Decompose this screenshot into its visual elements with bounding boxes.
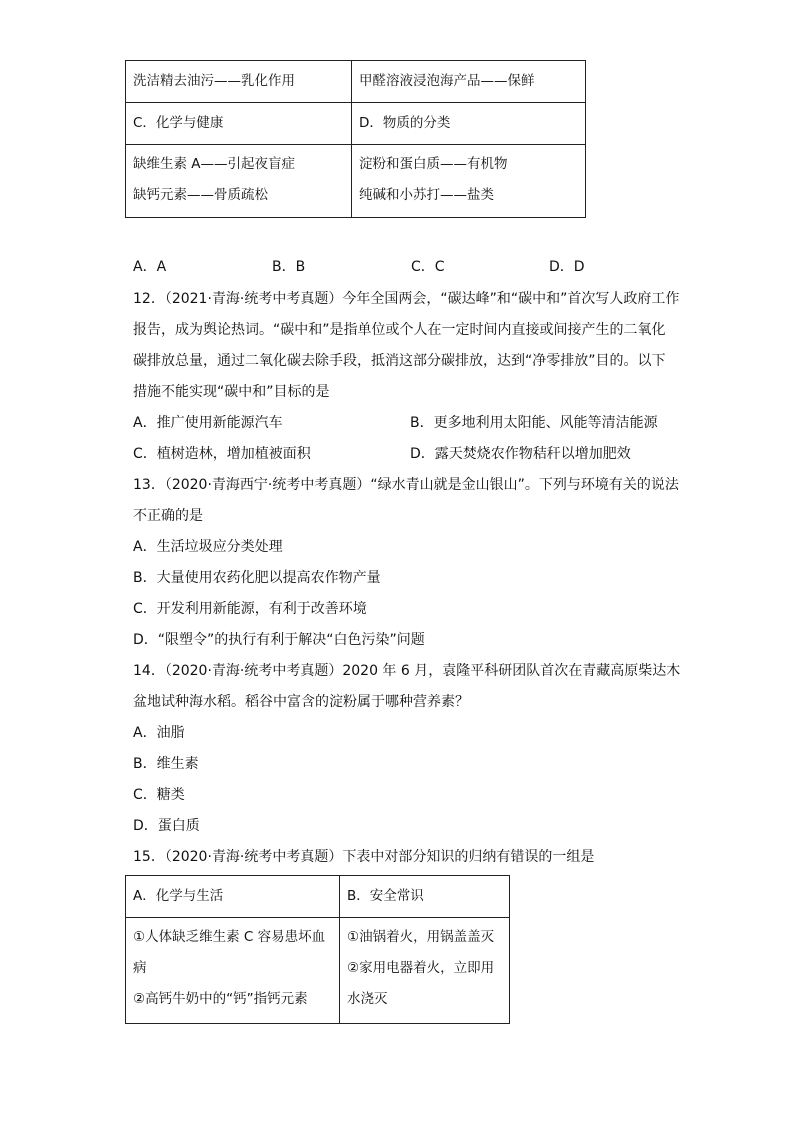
knowledge-table-top: [125, 60, 586, 218]
q13-option-b[interactable]: B．大量使用农药化肥以提高农作物产量: [133, 570, 381, 586]
q14-stem-line: 14．（2020·青海·统考中考真题）2020 年 6 月，袁隆平科研团队首次在青藏高原柴达木: [133, 663, 681, 679]
table-header-cell: B．安全常识: [340, 876, 510, 918]
q13-option-c[interactable]: C．开发利用新能源，有利于改善环境: [133, 601, 367, 617]
q14-option-c[interactable]: C．糖类: [133, 787, 185, 803]
q12-stem-line: 报告，成为舆论热词。“碳中和”是指单位或个人在一定时间内直接或间接产生的二氧化: [133, 322, 666, 338]
table-cell: [126, 145, 352, 218]
q14-option-d[interactable]: D．蛋白质: [133, 818, 200, 834]
q14-stem-line: 盆地试种海水稻。稻谷中富含的淀粉属于哪种营养素？: [133, 694, 469, 710]
q13-option-a[interactable]: A．生活垃圾应分类处理: [133, 539, 283, 555]
cell-line: 水浇灭: [347, 991, 388, 1007]
option-c[interactable]: C．C: [411, 259, 445, 275]
option-d[interactable]: D．D: [549, 259, 585, 275]
q11-options: [133, 256, 693, 278]
q13-stem-line: 13．（2020·青海西宁·统考中考真题）“绿水青山就是金山银山”。下列与环境有关的说法: [133, 477, 679, 493]
cell-line: 缺维生素 A——引起夜盲症: [133, 156, 296, 172]
q13-option-d[interactable]: D．“限塑令”的执行有利于解决“白色污染”问题: [133, 632, 425, 648]
table-cell: [126, 918, 340, 1024]
option-a[interactable]: A．A: [133, 259, 167, 275]
table-header-cell: C．化学与健康: [126, 103, 352, 145]
cell-line: ②高钙牛奶中的“钙”指钙元素: [133, 991, 308, 1007]
q14-option-a[interactable]: A．油脂: [133, 725, 185, 741]
cell-line: 淀粉和蛋白质——有机物: [359, 156, 508, 172]
q12-option-b[interactable]: B．更多地利用太阳能、风能等清洁能源: [410, 415, 658, 431]
table-header-cell: D．物质的分类: [352, 103, 586, 145]
option-b[interactable]: B．B: [272, 259, 306, 275]
q13-stem-line: 不正确的是: [133, 508, 203, 524]
cell-line: ②家用电器着火，立即用: [347, 960, 495, 976]
cell-line: ①油锅着火，用锅盖盖灭: [347, 929, 495, 945]
q12-stem-line: 碳排放总量，通过二氧化碳去除手段，抵消这部分碳排放，达到“净零排放”目的。以下: [133, 353, 666, 369]
cell-line: ①人体缺乏维生素 C 容易患坏血: [133, 929, 326, 945]
knowledge-table-q15: [125, 875, 510, 1024]
table-cell: [352, 145, 586, 218]
table-cell: [340, 918, 510, 1024]
cell-line: 纯碱和小苏打——盐类: [359, 187, 494, 203]
q15-stem: 15．（2020·青海·统考中考真题）下表中对部分知识的归纳有错误的一组是: [133, 849, 595, 865]
q12-option-d[interactable]: D．露天焚烧农作物秸秆以增加肥效: [410, 446, 631, 462]
q12-stem-line: 措施不能实现“碳中和”目标的是: [133, 384, 330, 400]
cell-line: 病: [133, 960, 147, 976]
q14-option-b[interactable]: B．维生素: [133, 756, 199, 772]
table-cell: 甲醛溶液浸泡海产品——保鲜: [352, 61, 586, 103]
q12-stem-line: 12．（2021·青海·统考中考真题）今年全国两会，“碳达峰”和“碳中和”首次写人政府工作: [133, 291, 680, 307]
table-header-cell: A．化学与生活: [126, 876, 340, 918]
table-cell: 洗洁精去油污——乳化作用: [126, 61, 352, 103]
q12-option-a[interactable]: A．推广使用新能源汽车: [133, 415, 283, 431]
cell-line: 缺钙元素——骨质疏松: [133, 187, 268, 203]
q12-option-c[interactable]: C．植树造林，增加植被面积: [133, 446, 311, 462]
